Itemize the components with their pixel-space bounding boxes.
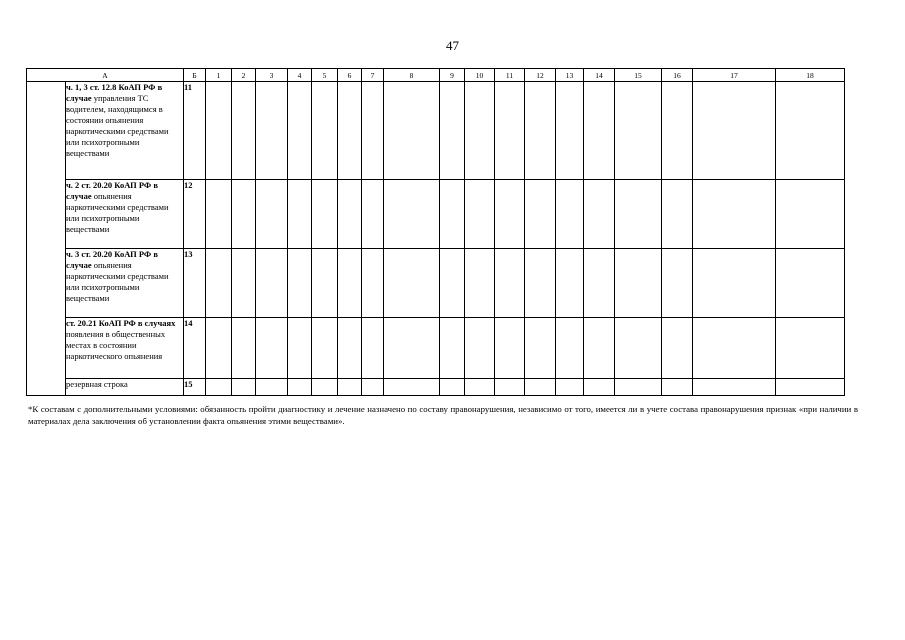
- header-cell: 14: [584, 69, 615, 82]
- data-cell[interactable]: [495, 249, 525, 318]
- data-cell[interactable]: [556, 249, 584, 318]
- data-cell[interactable]: [615, 249, 662, 318]
- data-cell[interactable]: [362, 82, 384, 180]
- header-cell: 10: [465, 69, 495, 82]
- row-code: 12: [184, 180, 206, 249]
- data-cell[interactable]: [776, 82, 845, 180]
- data-cell[interactable]: [440, 249, 465, 318]
- data-cell[interactable]: [662, 249, 693, 318]
- data-cell[interactable]: [206, 318, 232, 379]
- data-cell[interactable]: [440, 379, 465, 396]
- header-cell: 7: [362, 69, 384, 82]
- data-cell[interactable]: [525, 82, 556, 180]
- header-cell: 18: [776, 69, 845, 82]
- header-cell: 13: [556, 69, 584, 82]
- report-table: [26, 68, 845, 396]
- data-cell[interactable]: [312, 249, 338, 318]
- data-cell[interactable]: [338, 180, 362, 249]
- data-cell[interactable]: [776, 318, 845, 379]
- data-cell[interactable]: [556, 379, 584, 396]
- data-cell[interactable]: [556, 180, 584, 249]
- data-cell[interactable]: [206, 82, 232, 180]
- data-cell[interactable]: [440, 318, 465, 379]
- data-cell[interactable]: [495, 82, 525, 180]
- data-cell[interactable]: [693, 249, 776, 318]
- data-cell[interactable]: [495, 318, 525, 379]
- page-number: 47: [446, 38, 459, 53]
- data-cell[interactable]: [362, 318, 384, 379]
- data-cell[interactable]: [495, 180, 525, 249]
- row-label-bold: ст. 20.21 КоАП РФ в случаях: [66, 318, 176, 328]
- data-cell[interactable]: [384, 379, 440, 396]
- data-cell[interactable]: [465, 318, 495, 379]
- row-label: [66, 249, 184, 318]
- data-cell[interactable]: [556, 82, 584, 180]
- data-cell[interactable]: [693, 82, 776, 180]
- data-cell[interactable]: [465, 180, 495, 249]
- header-cell: 9: [440, 69, 465, 82]
- row-label-bold: ч. 1, 3 ст. 12.8 КоАП РФ в случае: [66, 82, 163, 103]
- header-row: [27, 69, 845, 82]
- data-cell[interactable]: [362, 379, 384, 396]
- header-cell: 5: [312, 69, 338, 82]
- data-cell[interactable]: [206, 379, 232, 396]
- data-cell[interactable]: [615, 318, 662, 379]
- data-cell[interactable]: [662, 82, 693, 180]
- row-label-bold: ч. 2 ст. 20.20 КоАП РФ в случае: [66, 180, 158, 201]
- data-cell[interactable]: [693, 318, 776, 379]
- data-cell[interactable]: [662, 180, 693, 249]
- data-cell[interactable]: [362, 249, 384, 318]
- data-cell[interactable]: [440, 180, 465, 249]
- row-label-text: опьянения наркотическими средствами или психотропными веществами: [66, 191, 169, 234]
- data-cell[interactable]: [256, 379, 288, 396]
- data-cell[interactable]: [584, 180, 615, 249]
- row-label-text: опьянения наркотическими средствами или психотропными веществами: [66, 260, 169, 303]
- data-cell[interactable]: [206, 180, 232, 249]
- row-label-bold: ч. 3 ст. 20.20 КоАП РФ в случае: [66, 249, 158, 270]
- data-cell[interactable]: [384, 318, 440, 379]
- data-cell[interactable]: [662, 318, 693, 379]
- table-row: [27, 318, 845, 379]
- header-cell: 2: [232, 69, 256, 82]
- row-code: 13: [184, 249, 206, 318]
- data-cell[interactable]: [465, 249, 495, 318]
- data-cell[interactable]: [465, 379, 495, 396]
- data-cell[interactable]: [288, 318, 312, 379]
- data-cell[interactable]: [584, 82, 615, 180]
- data-cell[interactable]: [232, 318, 256, 379]
- data-cell[interactable]: [288, 249, 312, 318]
- data-cell[interactable]: [776, 180, 845, 249]
- row-label-text: управления ТС водителем, находящимся в состоянии опьянения наркотическими средствами или психотропными веществами: [66, 93, 169, 158]
- data-cell[interactable]: [584, 318, 615, 379]
- data-cell[interactable]: [662, 379, 693, 396]
- header-cell: 1: [206, 69, 232, 82]
- table-row: [27, 180, 845, 249]
- data-cell[interactable]: [232, 82, 256, 180]
- row-label-text: появления в общественных местах в состоянии наркотического опьянения: [66, 329, 166, 361]
- header-cell: 4: [288, 69, 312, 82]
- table-row: [27, 249, 845, 318]
- data-cell[interactable]: [232, 249, 256, 318]
- data-cell[interactable]: [615, 379, 662, 396]
- header-cell: 11: [495, 69, 525, 82]
- data-cell[interactable]: [525, 180, 556, 249]
- row-code: 14: [184, 318, 206, 379]
- data-cell[interactable]: [232, 180, 256, 249]
- data-cell[interactable]: [693, 180, 776, 249]
- data-cell[interactable]: [495, 379, 525, 396]
- data-cell[interactable]: [440, 82, 465, 180]
- header-cell: 17: [693, 69, 776, 82]
- data-cell[interactable]: [288, 82, 312, 180]
- table-row: [27, 379, 845, 396]
- data-cell[interactable]: [288, 379, 312, 396]
- data-cell[interactable]: [256, 249, 288, 318]
- data-cell[interactable]: [384, 180, 440, 249]
- data-cell[interactable]: [312, 379, 338, 396]
- row-label: [66, 318, 184, 379]
- header-cell: 12: [525, 69, 556, 82]
- data-cell[interactable]: [776, 249, 845, 318]
- data-cell[interactable]: [525, 318, 556, 379]
- data-cell[interactable]: [776, 379, 845, 396]
- row-label: [66, 379, 184, 396]
- data-cell[interactable]: [232, 379, 256, 396]
- header-cell: 6: [338, 69, 362, 82]
- data-cell[interactable]: [256, 82, 288, 180]
- data-cell[interactable]: [288, 180, 312, 249]
- data-cell[interactable]: [338, 82, 362, 180]
- header-cell: 16: [662, 69, 693, 82]
- row-label: [66, 180, 184, 249]
- header-cell: А: [27, 69, 184, 82]
- row-label: [66, 82, 184, 180]
- data-cell[interactable]: [256, 318, 288, 379]
- data-cell[interactable]: [312, 180, 338, 249]
- data-cell[interactable]: [584, 249, 615, 318]
- header-cell: 3: [256, 69, 288, 82]
- header-cell: 15: [615, 69, 662, 82]
- data-cell[interactable]: [525, 379, 556, 396]
- data-cell[interactable]: [312, 82, 338, 180]
- header-cell: Б: [184, 69, 206, 82]
- data-cell[interactable]: [312, 318, 338, 379]
- data-cell[interactable]: [256, 180, 288, 249]
- data-cell[interactable]: [693, 379, 776, 396]
- data-cell[interactable]: [384, 82, 440, 180]
- row-code: 11: [184, 82, 206, 180]
- data-cell[interactable]: [615, 82, 662, 180]
- data-cell[interactable]: [338, 249, 362, 318]
- data-cell[interactable]: [556, 318, 584, 379]
- footnote: *К составам с дополнительными условиями: обязанность пройти диагностику и лечение назначено по составу правонарушения, независимо от того, имеется ли в учете состава правонарушения признак «при наличии в материалах дела заключения об установлении факта опьянения этими веществами».: [28, 404, 858, 426]
- header-cell: 8: [384, 69, 440, 82]
- data-cell[interactable]: [338, 379, 362, 396]
- row-label-text: резервная строка: [66, 379, 128, 389]
- data-cell[interactable]: [584, 379, 615, 396]
- data-cell[interactable]: [206, 249, 232, 318]
- row-code: 15: [184, 379, 206, 396]
- data-cell[interactable]: [384, 249, 440, 318]
- data-cell[interactable]: [615, 180, 662, 249]
- group-cell: [27, 82, 66, 396]
- table-row: [27, 82, 845, 180]
- data-cell[interactable]: [338, 318, 362, 379]
- data-cell[interactable]: [465, 82, 495, 180]
- data-cell[interactable]: [525, 249, 556, 318]
- data-cell[interactable]: [362, 180, 384, 249]
